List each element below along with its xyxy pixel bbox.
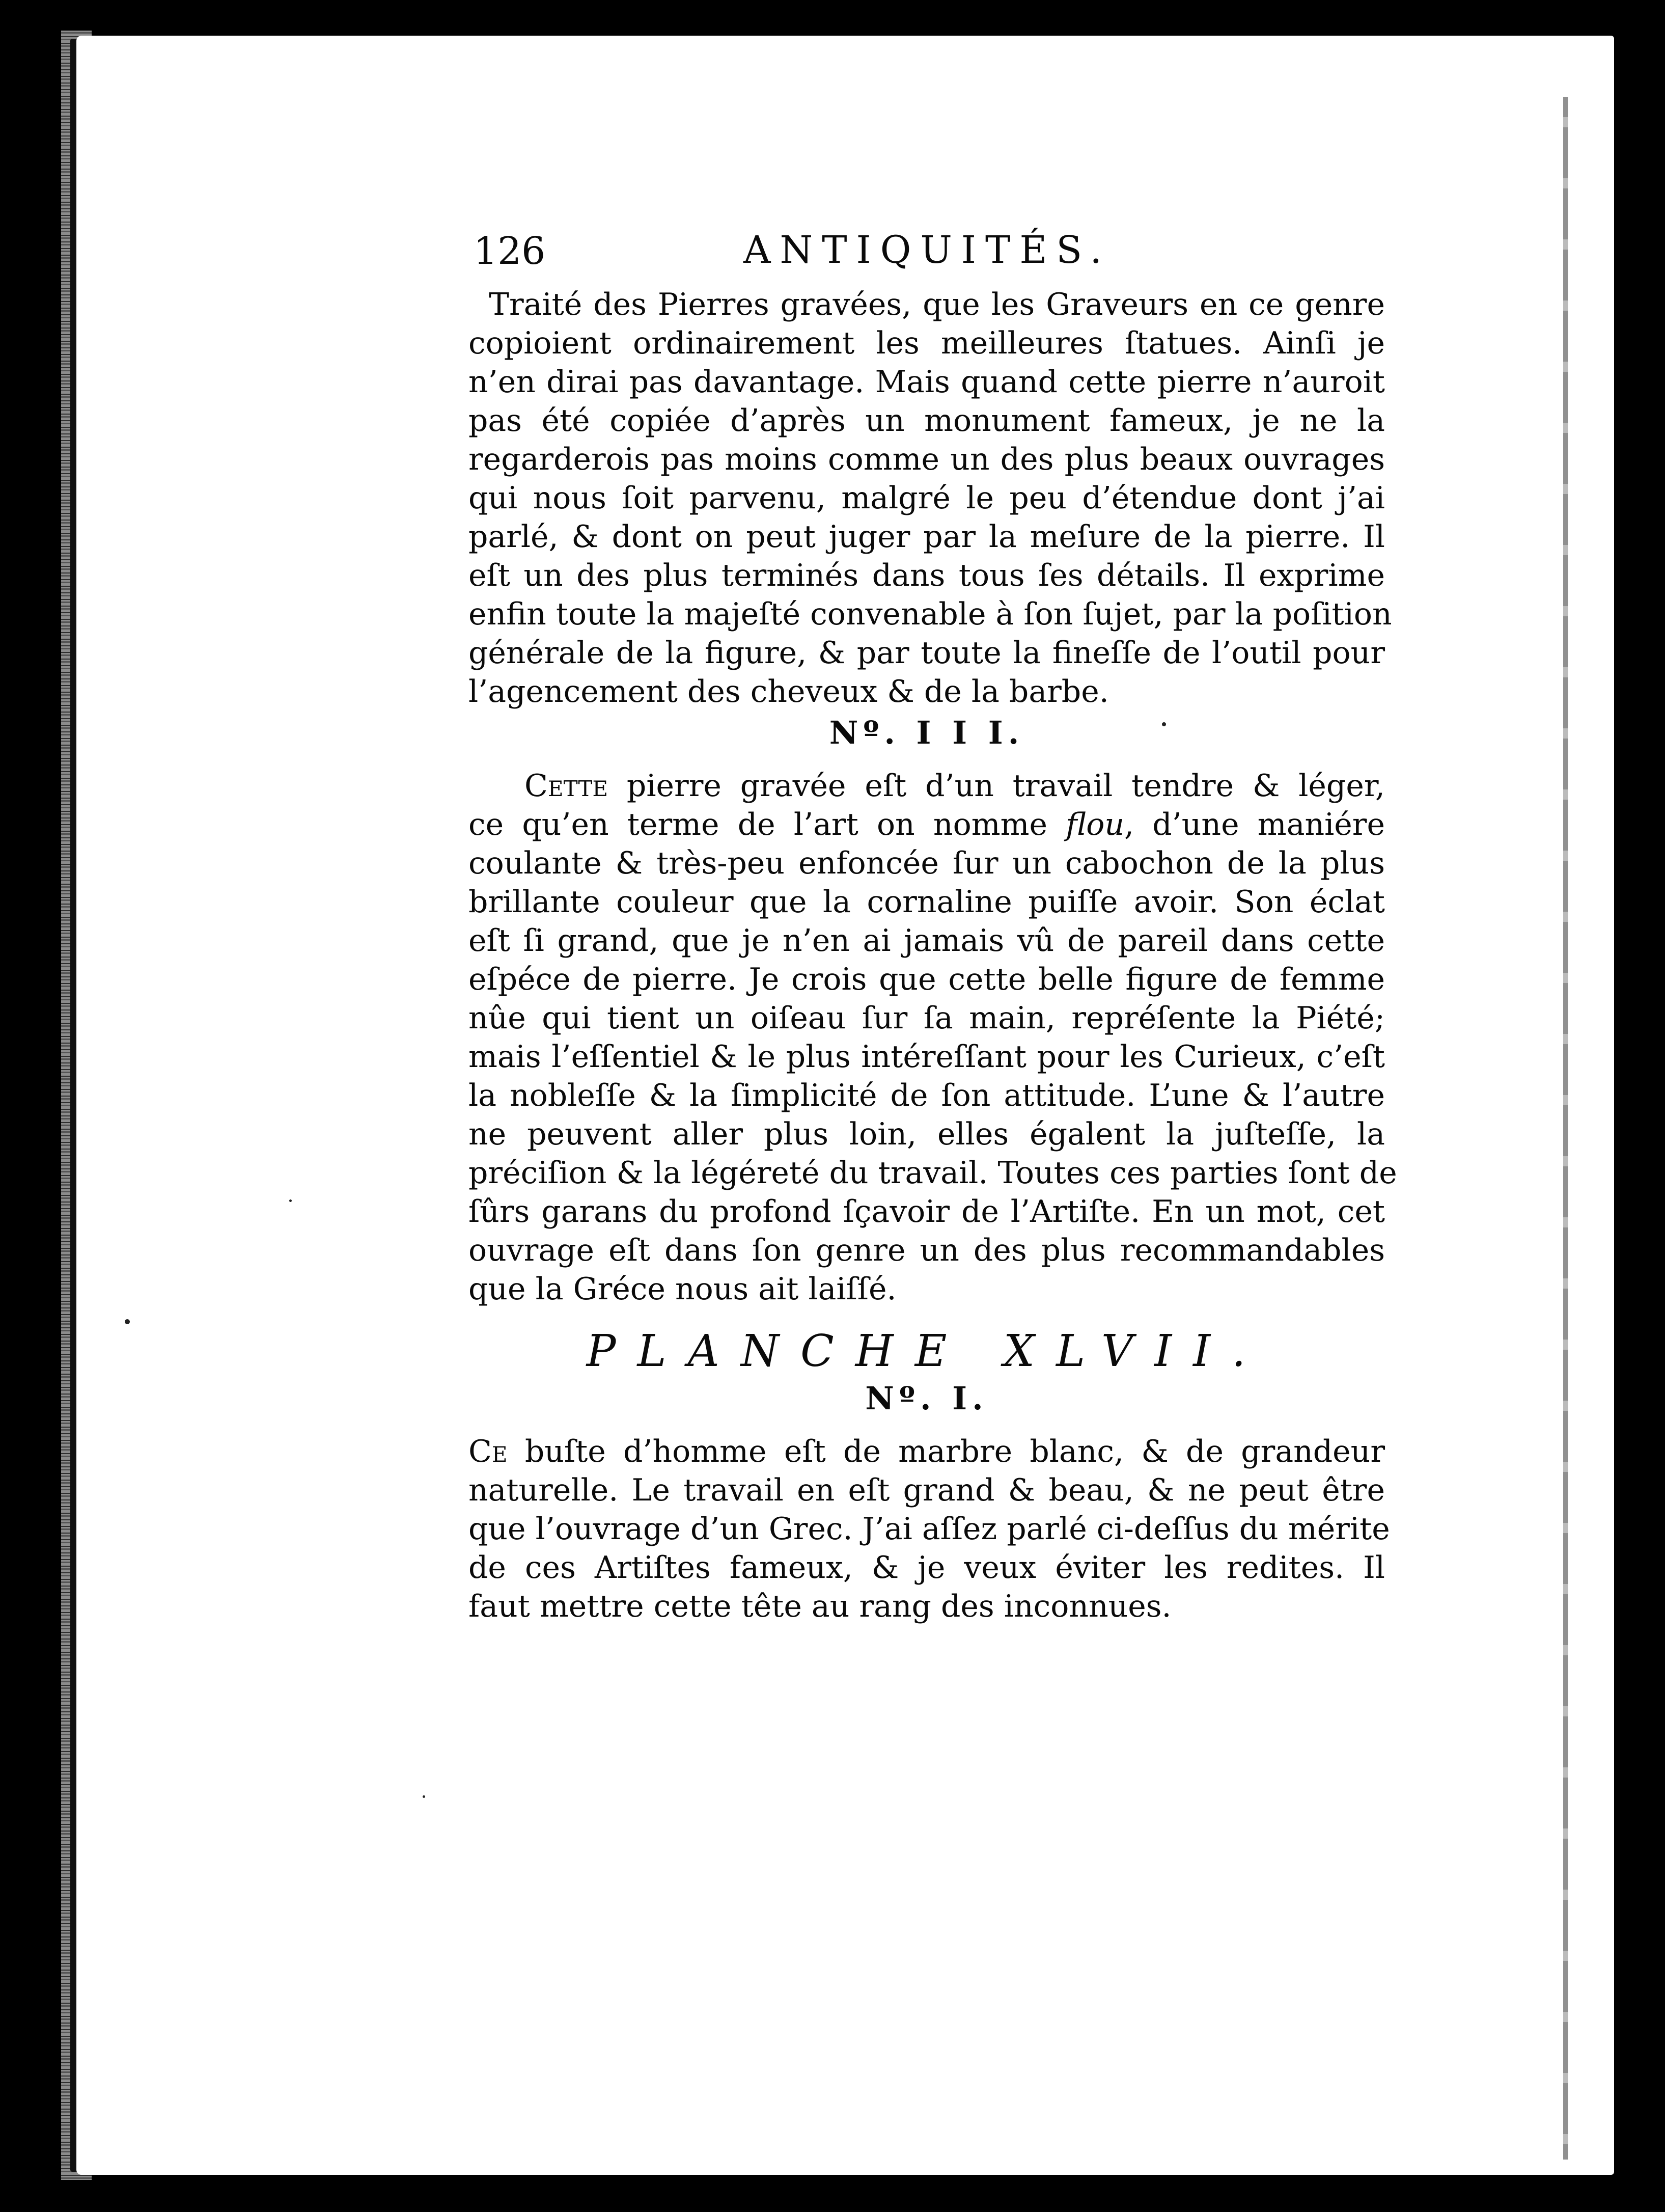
text-block (468, 214, 1397, 1626)
text-line (468, 767, 1385, 805)
lead-word: Ce (468, 1434, 508, 1469)
text-line: regarderois pas moins comme un des plus beaux ouvrages (468, 442, 1385, 477)
text-line: Traité des Pierres gravées, que les Graveurs en ce genre (489, 287, 1385, 322)
text-line: ouvrage eſt dans ſon genre un des plus recommandables (468, 1233, 1385, 1268)
line-text: , d’une maniére (1124, 807, 1385, 842)
text-line: ſûrs garans du profond ſçavoir de l’Artiſte. En un mot, cet (468, 1194, 1385, 1230)
text-line: de ces Artiſtes fameux, & je veux éviter les redites. Il (468, 1550, 1385, 1586)
text-line: pas été copiée d’après un monument fameux, je ne la (468, 403, 1385, 439)
text-line: coulante & très-peu enfoncée ſur un cabochon de la plus (468, 845, 1385, 881)
text-line: mais l’eſſentiel & le plus intéreſſant pour les Curieux, c’eſt (468, 1039, 1385, 1075)
text-line: eſpéce de pierre. Je crois que cette belle figure de femme (468, 962, 1385, 997)
text-line: brillante couleur que la cornaline puiſſe avoir. Son éclat (468, 884, 1385, 920)
text-line: générale de la figure, & par toute la fineſſe de l’outil pour (468, 635, 1385, 671)
text-line: préciſion & la légéreté du travail. Toutes ces parties ſont de (468, 1155, 1397, 1191)
ink-speck (125, 1319, 130, 1324)
text-line: n’en dirai pas davantage. Mais quand cette pierre n’auroit (468, 364, 1385, 400)
line-text: pierre gravée eſt d’un travail tendre & léger, (608, 768, 1385, 804)
section-number-iii: Nº. I I I. (829, 714, 1024, 751)
italic-term: flou (1066, 807, 1125, 842)
text-line: eſt un des plus terminés dans tous ſes détails. Il exprime (468, 558, 1385, 593)
running-title: ANTIQUITÉS. (743, 228, 1111, 272)
section-number-i: Nº. I. (865, 1380, 988, 1417)
text-line: que l’ouvrage d’un Grec. J’ai aſſez parlé ci-deſſus du mérite (468, 1511, 1390, 1547)
text-line: la nobleſſe & la ſimplicité de ſon attitude. L’une & l’autre (468, 1078, 1385, 1113)
text-line: qui nous ſoit parvenu, malgré le peu d’étendue dont j’ai (468, 480, 1385, 516)
text-line: enfin toute la majeſté convenable à ſon ſujet, par la poſition (468, 596, 1392, 632)
text-line: l’agencement des cheveux & de la barbe. (468, 674, 1109, 709)
text-line: ne peuvent aller plus loin, elles égalent la juſteſſe, la (468, 1116, 1385, 1152)
text-line: eſt ſi grand, que je n’en ai jamais vû de pareil dans cette (468, 923, 1385, 959)
text-line: que la Gréce nous ait laiſſé. (468, 1271, 897, 1307)
ink-speck (423, 1795, 425, 1798)
running-head (468, 214, 1385, 285)
paragraph-continued (468, 285, 1392, 711)
text-line: faut mettre cette tête au rang des inconnues. (468, 1589, 1172, 1624)
text-line: nûe qui tient un oiſeau ſur ſa main, repréſente la Piété; (468, 1000, 1385, 1036)
paragraph-no-iii (468, 767, 1397, 1308)
text-line: parlé, & dont on peut juger par la meſure de la pierre. Il (468, 519, 1385, 555)
page-edge (1563, 97, 1568, 2160)
text-line (468, 805, 1385, 844)
lead-word: Cette (524, 768, 608, 804)
ink-speck (289, 1199, 292, 1202)
line-text: ce qu’en terme de l’art on nomme (468, 807, 1066, 842)
text-line (468, 1432, 1385, 1471)
plate-heading: PLANCHE XLVII. (586, 1326, 1267, 1377)
text-line: copioient ordinairement les meilleures ſtatues. Ainſi je (468, 325, 1385, 361)
page-number: 126 (474, 229, 546, 273)
paragraph-no-i (468, 1432, 1390, 1626)
line-text: buſte d’homme eſt de marbre blanc, & de grandeur (507, 1434, 1385, 1469)
text-line: naturelle. Le travail en eſt grand & beau, & ne peut être (468, 1472, 1385, 1508)
